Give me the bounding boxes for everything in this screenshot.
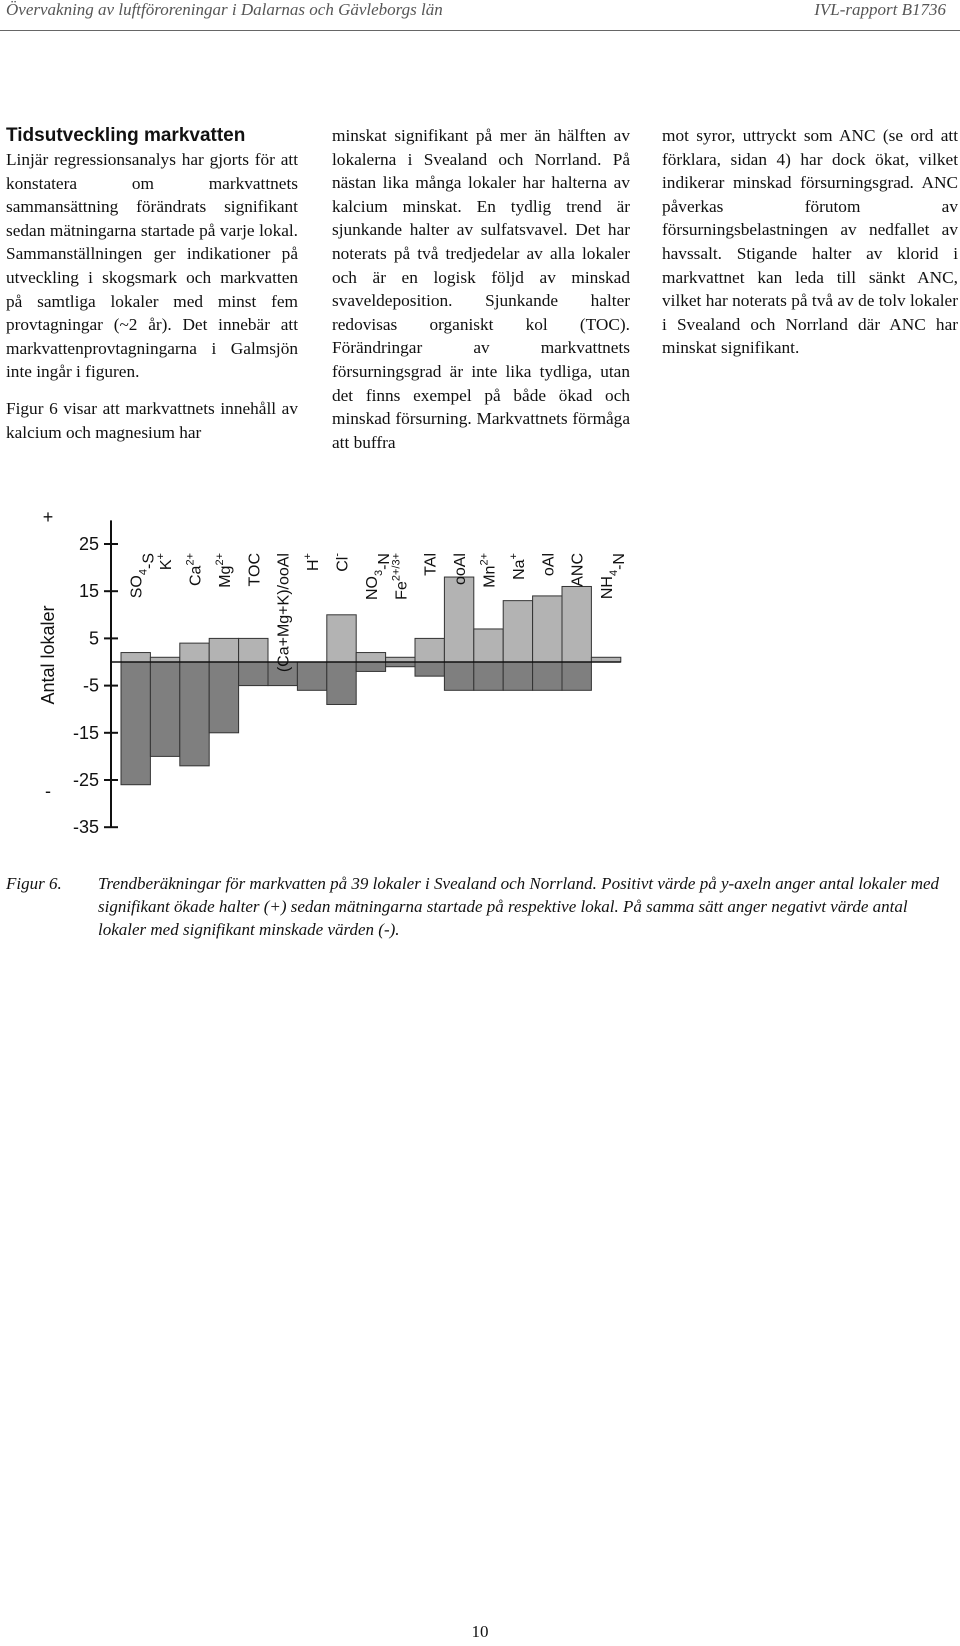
plus-label: + bbox=[42, 507, 54, 527]
y-tick-label: -15 bbox=[72, 722, 99, 743]
minus-label: - bbox=[45, 781, 51, 801]
category-label: $NH_4-N$ bbox=[599, 553, 629, 600]
category-label: $Fe^{2+/3+}$ bbox=[390, 553, 411, 600]
category-label: Na+ bbox=[507, 553, 528, 580]
bar-positive bbox=[503, 601, 532, 662]
text-column-1 bbox=[6, 124, 298, 457]
paragraph: mot syror, uttryckt som ANC (se ord att förklara, sidan 4) har dock ökat, vilket indikerar minskad försurningsgrad. ANC påverkas förutom av försurningsbelastningen av nedfallet av havssalt. Stigande halter av klorid i markvattnet kan leda till sänkt ANC, vilket har noterats på två av de tolv lokaler i Svealand och Norrland där ANC har minskat signifikant. bbox=[662, 126, 958, 358]
y-axis-label: Antal lokaler bbox=[38, 605, 58, 705]
text-column-2 bbox=[332, 124, 630, 467]
y-tick-label: -25 bbox=[72, 770, 99, 790]
bar-negative bbox=[503, 662, 532, 690]
bar-positive bbox=[415, 638, 444, 662]
category-label: oAl bbox=[540, 553, 558, 577]
bar-positive bbox=[327, 615, 356, 662]
y-tick-label: 5 bbox=[88, 628, 99, 649]
category-label: (Ca+Mg+K)/ooAl bbox=[275, 553, 293, 673]
running-head-right: IVL-rapport B1736 bbox=[814, 0, 946, 19]
bar-positive bbox=[356, 653, 385, 662]
bar-positive bbox=[562, 586, 591, 662]
caption-label: Figur 6. bbox=[6, 874, 62, 893]
bar-negative bbox=[444, 662, 473, 690]
bar-negative bbox=[239, 662, 268, 686]
bar-positive bbox=[180, 643, 209, 662]
category-label: ooAl bbox=[452, 553, 470, 586]
paragraph: Linjär regressionsanalys har gjorts för att konstatera om markvattnets sammansättning förändrats signifikant sedan mätningarna startade på varje lokal. Sammanställningen ger indikationer på utveckling i skogsmark och markvatten på samtliga lokaler med minst fem provtagningar (~2 år). Det innebär att markvattenprovtagningarna i Galmsjön inte ingår i figuren. bbox=[6, 150, 298, 382]
page-number: 10 bbox=[471, 1622, 489, 1641]
category-label: $Mg^{2+}$ bbox=[213, 553, 234, 588]
category-label: $Mn^{2+}$ bbox=[478, 553, 499, 588]
bar-positive bbox=[474, 629, 503, 662]
running-head-left: Övervakning av luftföroreningar i Dalarnas och Gävleborgs län bbox=[6, 0, 443, 19]
header-rule bbox=[0, 30, 960, 31]
y-tick-label: -5 bbox=[82, 675, 99, 696]
category-label: H+ bbox=[302, 553, 323, 571]
category-label: TAl bbox=[422, 553, 440, 576]
bar-negative bbox=[533, 662, 562, 690]
bar-negative bbox=[180, 662, 209, 766]
bar-negative bbox=[415, 662, 444, 676]
bar-negative bbox=[121, 662, 150, 785]
bar-positive bbox=[533, 596, 562, 662]
y-tick-label: -35 bbox=[72, 817, 99, 838]
bar-negative bbox=[209, 662, 238, 733]
category-label: Cl- bbox=[331, 553, 352, 572]
bar-negative bbox=[150, 662, 179, 756]
category-label: TOC bbox=[246, 553, 264, 587]
bar-negative bbox=[356, 662, 385, 671]
category-label: K+ bbox=[155, 553, 176, 571]
bar-negative bbox=[327, 662, 356, 704]
y-tick-label: 25 bbox=[78, 534, 99, 554]
caption-text: Trendberäkningar för markvatten på 39 lokaler i Svealand och Norrland. Positivt värde på y-axeln anger antal lokaler med signifikant ökade halter (+) sedan mätningarna startade på respektive lokal. På samma sätt anger negativt värde antal lokaler med signifikant minskade värden (-). bbox=[98, 874, 940, 939]
bar-positive bbox=[121, 653, 150, 662]
bar-negative bbox=[474, 662, 503, 690]
category-label: ANC bbox=[569, 553, 587, 587]
category-label: $SO_4-S$ bbox=[128, 553, 158, 599]
paragraph: Figur 6 visar att markvattnets innehåll av kalcium och magnesium har bbox=[6, 398, 298, 442]
bar-positive bbox=[209, 638, 238, 662]
figure-caption bbox=[6, 872, 946, 941]
y-tick-label: 15 bbox=[78, 581, 99, 602]
section-heading: Tidsutveckling markvatten bbox=[6, 125, 246, 146]
bar-positive bbox=[444, 577, 473, 662]
category-label: $NO_3-N$ bbox=[363, 553, 393, 601]
trend-bar-chart bbox=[0, 505, 960, 840]
text-column-3 bbox=[662, 124, 958, 373]
bar-negative bbox=[297, 662, 326, 690]
bar-positive bbox=[239, 638, 268, 662]
bar-negative bbox=[562, 662, 591, 690]
category-label: $Ca^{2+}$ bbox=[184, 553, 205, 586]
paragraph: minskat signifikant på mer än hälften av lokalerna i Svealand och Norrland. På nästan lika många lokaler har halterna av kalcium minskat. En tydlig trend är sjunkande halter av sulfatsvavel. Det har noterats på två tredjedelar av alla lokaler och är en logisk följd av minskad svaveldeposition. Sjunkande halter redovisas organiskt kol (TOC). Förändringar av markvattnets försurningsgrad är inte lika tydliga, utan det finns exempel på både ökad och minskad försurning. Markvattnets förmåga att buffra bbox=[332, 126, 630, 452]
